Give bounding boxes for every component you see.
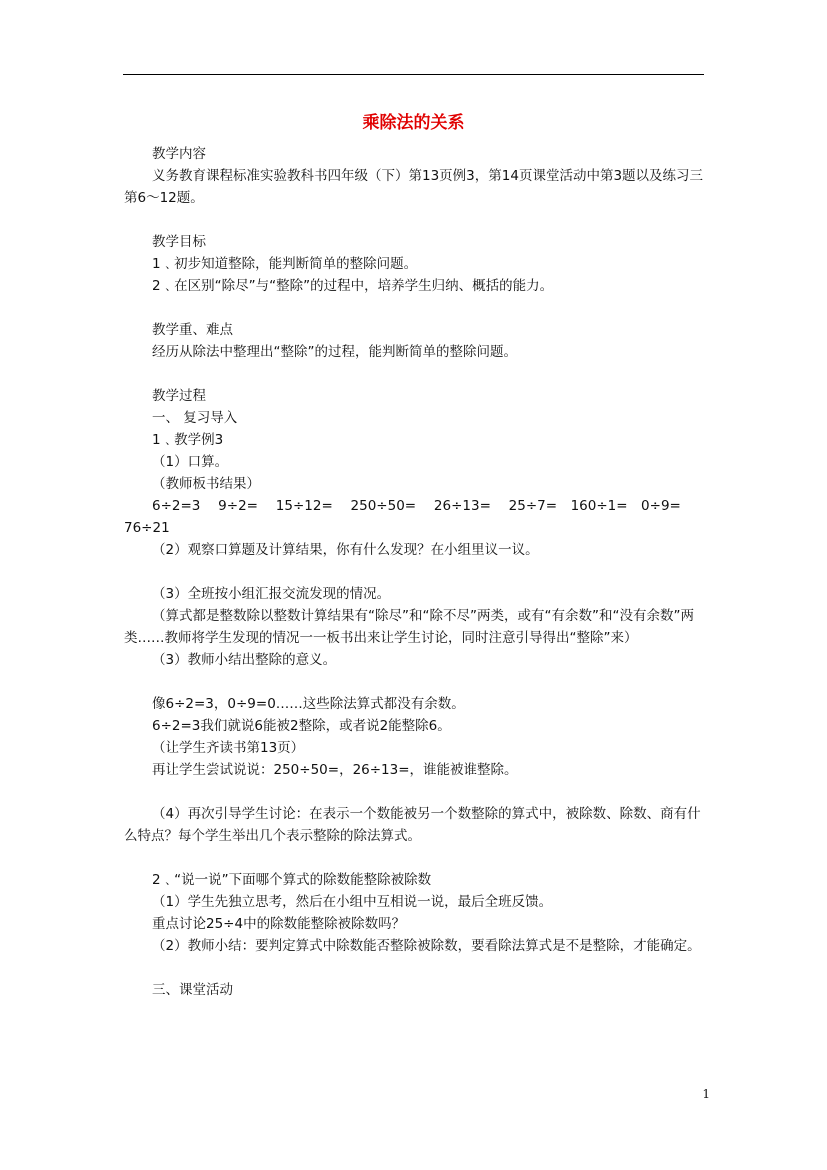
section-heading-key-points: 教学重、难点 [152, 322, 233, 338]
blank-line [124, 671, 704, 693]
paragraph-line: （让学生齐读书第13页） [152, 740, 305, 756]
process-step-heading: 一、 复习导入 [152, 410, 238, 426]
blank-line [124, 209, 704, 231]
section-heading-process: 教学过程 [152, 388, 206, 404]
paragraph-line: （2）观察口算题及计算结果，你有什么发现？在小组里议一议。 [152, 542, 539, 558]
paragraph-line: （3）教师小结出整除的意义。 [152, 652, 337, 668]
objective-item-1: 1﹑初步知道整除，能判断简单的整除问题。 [152, 256, 418, 272]
paragraph-line: 6÷2=3我们就说6能被2整除，或者说2能整除6。 [152, 718, 451, 734]
paragraph-line: （2）教师小结：要判定算式中除数能否整除被除数，要看除法算式是不是整除，才能确定。 [152, 938, 701, 954]
blank-line [124, 363, 704, 385]
blank-line [124, 957, 704, 979]
section-heading-objectives: 教学目标 [152, 234, 206, 250]
page-number: 1 [702, 1087, 710, 1101]
example-heading: 1﹑教学例3 [152, 432, 224, 448]
document-body [124, 143, 704, 1001]
blank-line [124, 297, 704, 319]
equation-list: 6÷2=3 9÷2= 15÷12= 250÷50= 26÷13= 25÷7= 160÷1= 0÷9= 76÷21 [124, 498, 699, 536]
paragraph-line: （算式都是整数除以整数计算结果有“除尽”和“除不尽”两类，或有“有余数”和“没有余数”两类……教师将学生发现的情况一一板书出来让学生讨论，同时注意引导得出“整除”来） [124, 608, 694, 646]
paragraph-line: 2﹑“说一说”下面哪个算式的除数能整除被除数 [152, 872, 432, 888]
blank-line [124, 561, 704, 583]
paragraph-line: （1）学生先独立思考，然后在小组中互相说一说，最后全班反馈。 [152, 894, 553, 910]
paragraph-line: （3）全班按小组汇报交流发现的情况。 [152, 586, 391, 602]
paragraph-line: （4）再次引导学生讨论：在表示一个数能被另一个数整除的算式中，被除数、除数、商有什么特点？每个学生举出几个表示整除的除法算式。 [124, 806, 701, 844]
paragraph-line: 重点讨论25÷4中的除数能整除被除数吗？ [152, 916, 406, 932]
blank-line [124, 847, 704, 869]
paragraph-content: 义务教育课程标准实验教科书四年级（下）第13页例3，第14页课堂活动中第3题以及练习三第6～12题。 [124, 168, 704, 206]
section-heading-activity: 三、课堂活动 [152, 982, 233, 998]
paragraph-line: （1）口算。 [152, 454, 229, 470]
objective-item-2: 2﹑在区别“除尽”与“整除”的过程中，培养学生归纳、概括的能力。 [152, 278, 554, 294]
blank-line [124, 781, 704, 803]
paragraph-line: 再让学生尝试说说：250÷50=，26÷13=，谁能被谁整除。 [152, 762, 518, 778]
header-rule [123, 74, 704, 75]
paragraph-line: （教师板书结果） [152, 476, 260, 492]
section-heading-content: 教学内容 [152, 146, 206, 162]
paragraph-key-points: 经历从除法中整理出“整除”的过程，能判断简单的整除问题。 [152, 344, 517, 360]
paragraph-line: 像6÷2=3，0÷9=0……这些除法算式都没有余数。 [152, 696, 465, 712]
document-title: 乘除法的关系 [362, 113, 465, 133]
